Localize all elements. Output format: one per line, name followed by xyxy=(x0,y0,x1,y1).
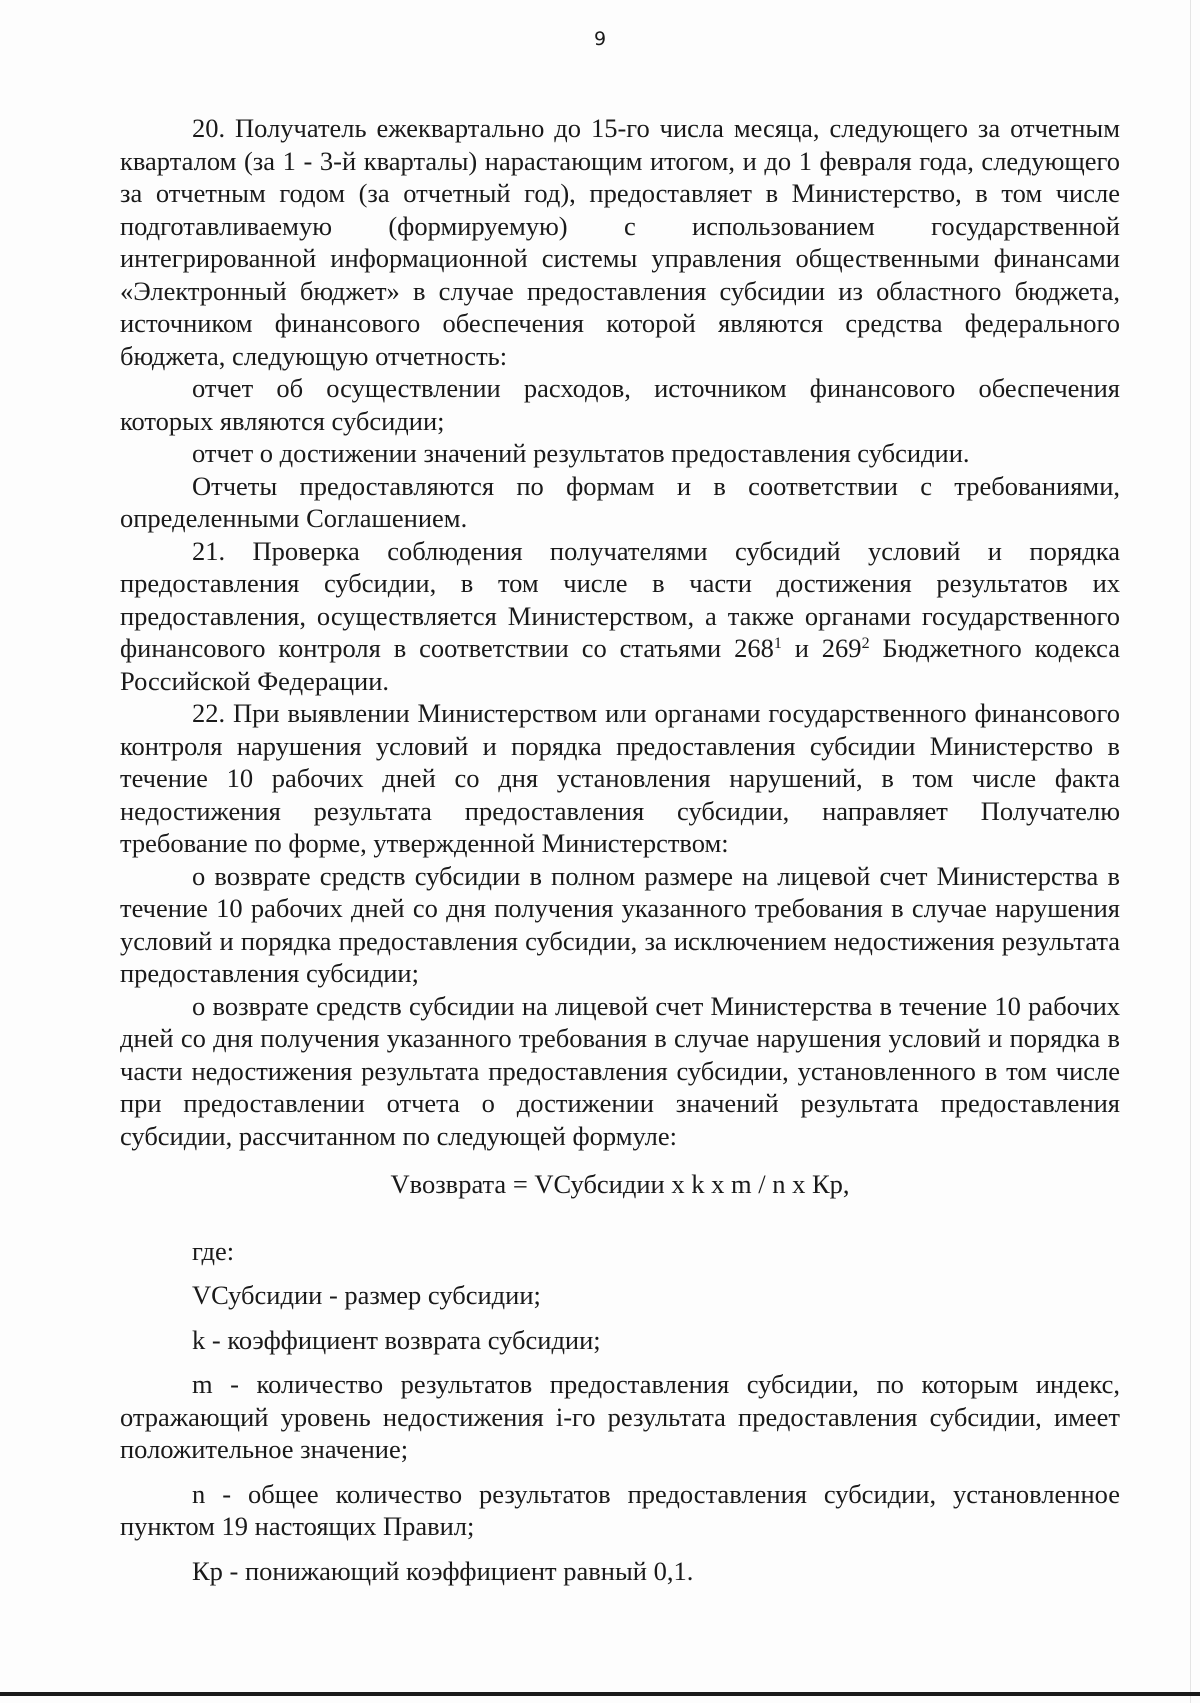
paragraph-21-and: и 269 xyxy=(781,633,862,663)
definition-k: k - коэффициент возврата субсидии; xyxy=(192,1324,601,1355)
scan-edge-line xyxy=(1190,0,1191,1703)
scan-bottom-border xyxy=(0,1692,1200,1696)
footnote-sup-1: 1 xyxy=(773,635,782,652)
document-body xyxy=(120,112,1120,1587)
paragraph-21-text: 21. Проверка соблюдения получателями субсидий условий и порядка предоставления субсидии, в том числе в части достижения результатов их предоставления, осуществляется Министерством, а также органами государственного финансового контроля в соответствии со статьями 268 xyxy=(120,535,1120,663)
return-formula: Vвозврата = VСубсидии x k x m / n x Кр, xyxy=(390,1169,850,1199)
paragraph-22: 22. При выявлении Министерством или органами государственного финансового контроля нарушения условий и порядка предоставления субсидии Министерство в течение 10 рабочих дней со дня установления нарушений, в том числе факта недостижения результата предоставления субсидии, направляет Получателю требование по форме, утвержденной Министерством: xyxy=(120,698,1120,858)
paragraph-20-report-expenses: отчет об осуществлении расходов, источником финансового обеспечения которых являются субсидии; xyxy=(120,373,1120,436)
definition-vsubsidy: VСубсидии - размер субсидии; xyxy=(192,1280,541,1310)
paragraph-20-report-results: отчет о достижении значений результатов предоставления субсидии. xyxy=(192,438,970,468)
definition-kr: Кр - понижающий коэффициент равный 0,1. xyxy=(192,1555,694,1586)
paragraph-20: 20. Получатель ежеквартально до 15-го числа месяца, следующего за отчетным кварталом (за 1 - 3-й кварталы) нарастающим итогом, и до 1 февраля года, следующего за отчетным годом (за отчетный год), предоставляет в Министерство, в том числе подготавливаемую (формируемую) с использованием государственной интегрированной информационной системы управления общественными финансами «Электронный бюджет» в случае предоставления субсидии из областного бюджета, источником финансового обеспечения которой являются средства федерального бюджета, следующую отчетность: xyxy=(120,113,1120,371)
paragraph-21 xyxy=(120,535,1120,698)
paragraph-22-full-return: о возврате средств субсидии в полном размере на лицевой счет Министерства в течение 10 рабочих дней со дня получения указанного требования в случае нарушения условий и порядка предоставления субсидии, за исключением недостижения результата предоставления субсидии; xyxy=(120,860,1120,988)
paragraph-22-partial-return: о возврате средств субсидии на лицевой счет Министерства в течение 10 рабочих дней со дня получения указанного требования в случае нарушения условий и порядка в части недостижения результата предоставления субсидии, установленного в том числе при предоставлении отчета о достижении значений результата предоставления субсидии, рассчитанном по следующей формуле: xyxy=(120,990,1120,1151)
definition-m: m - количество результатов предоставления субсидии, по которым индекс, отражающий уровень недостижения i-го результата предоставления субсидии, имеет положительное значение; xyxy=(120,1369,1120,1464)
paragraph-20-forms: Отчеты предоставляются по формам и в соответствии с требованиями, определенными Соглашением. xyxy=(120,470,1120,533)
footnote-sup-2: 2 xyxy=(861,635,870,652)
definition-n: n - общее количество результатов предоставления субсидии, установленное пунктом 19 настоящих Правил; xyxy=(120,1478,1120,1541)
where-label: где: xyxy=(192,1235,235,1266)
page-number: 9 xyxy=(593,28,607,50)
paragraph-21-end: Бюджетного кодекса Российской Федерации. xyxy=(120,633,1121,696)
